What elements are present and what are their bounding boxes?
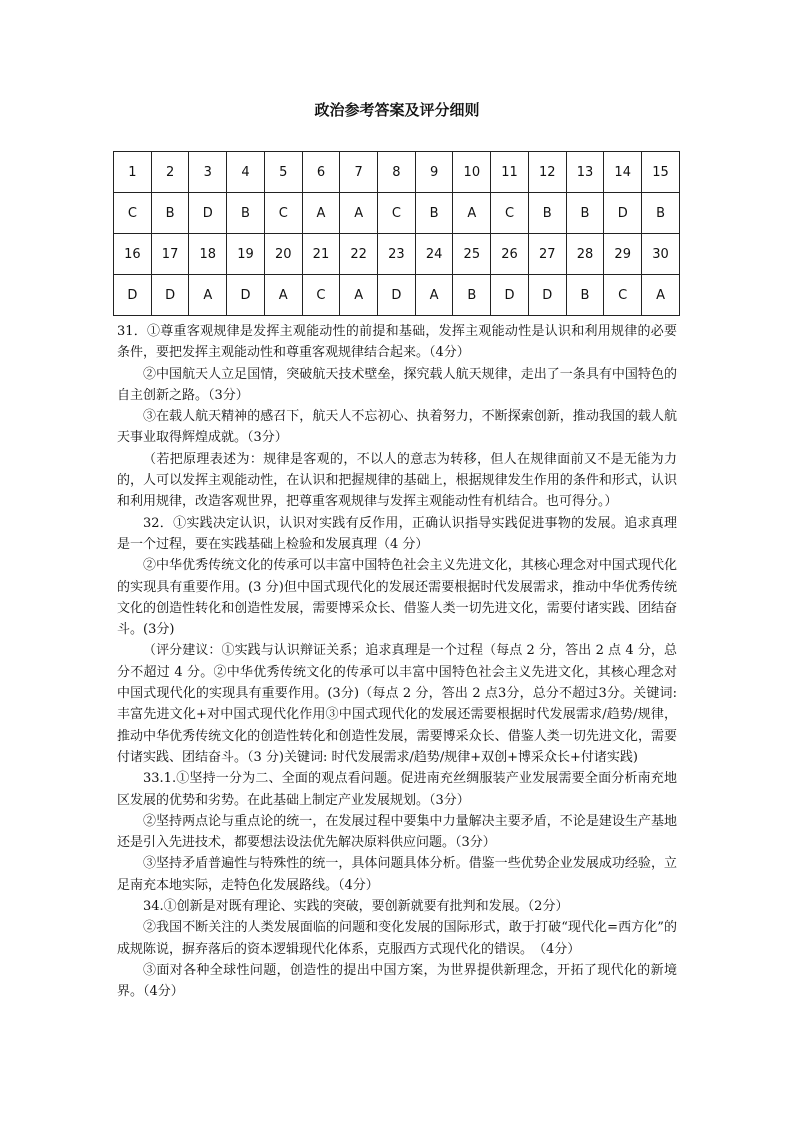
question-number-cell: 12 [528, 152, 566, 193]
answer-cell: B [566, 275, 604, 316]
answer-cell: D [491, 275, 529, 316]
question-number-cell: 29 [604, 234, 642, 275]
question-number-cell: 2 [151, 152, 189, 193]
question-number-cell: 26 [491, 234, 529, 275]
question-number-cell: 1 [114, 152, 152, 193]
answer-cell: D [378, 275, 416, 316]
answer-cell: C [491, 193, 529, 234]
question-number-cell: 7 [340, 152, 378, 193]
question-number-cell: 24 [415, 234, 453, 275]
question-number-cell: 18 [189, 234, 227, 275]
question-number-cell: 4 [227, 152, 265, 193]
answer-cell: B [227, 193, 265, 234]
answer-paragraph: ②中华优秀传统文化的传承可以丰富中国特色社会主义先进文化，其核心理念对中国式现代化的实现具有重要作用。(3 分)但中国式现代化的发展还需要根据时代发展需求，推动中华优秀传统文化的创造性转化和创造性发展，需要博采众长、借鉴人类一切先进文化，需要付诸实践、团结奋斗。(3分) [117, 558, 677, 638]
answer-paragraph: 32．①实践决定认识，认识对实践有反作用，正确认识指导实践促进事物的发展。追求真理是一个过程，要在实践基础上检验和发展真理（4 分） [117, 515, 677, 552]
answer-paragraph: （评分建议：①实践与认识辩证关系；追求真理是一个过程（每点 2 分，答出 2 点 4 分，总分不超过 4 分。②中华优秀传统文化的传承可以丰富中国特色社会主义先进文化，其核心理念对中国式现代化的实现具有重要作用。(3分)（每点 2 分，答出 2 点3分，总分不超过3分。关键词: 丰富先进文化+对中国式现代化作用③中国式现代化的发展还需要根据时代发展需求/趋势/规律，推动中华优秀传统文化的创造性转化和创造性发展，需要博采众长、借鉴人类一切先进文化，需要付诸实践、团结奋斗。（3 分)关键词: 时代发展需求/趋势/规律+双创+博采众长+付诸实践) [117, 643, 677, 765]
answer-cell: A [340, 193, 378, 234]
answer-cell: B [528, 193, 566, 234]
question-number-cell: 11 [491, 152, 529, 193]
question-number-cell: 28 [566, 234, 604, 275]
answer-cell: A [453, 193, 491, 234]
question-number-cell: 20 [264, 234, 302, 275]
question-number-cell: 6 [302, 152, 340, 193]
answer-cell: A [415, 275, 453, 316]
answer-cell: B [415, 193, 453, 234]
answer-paragraph: ③面对各种全球性问题，创造性的提出中国方案，为世界提供新理念，开拓了现代化的新境界。（4分） [117, 962, 677, 1000]
answer-cell: A [264, 275, 302, 316]
answer-cell: C [378, 193, 416, 234]
question-number-cell: 21 [302, 234, 340, 275]
answer-cell: D [227, 275, 265, 316]
question-number-cell: 30 [642, 234, 680, 275]
answer-paragraph: ②中国航天人立足国情，突破航天技术壁垒，探究载人航天规律，走出了一条具有中国特色的自主创新之路。（3分） [117, 366, 677, 403]
answer-paragraph: （若把原理表述为：规律是客观的，不以人的意志为转移，但人在规律面前又不是无能为力的，人可以发挥主观能动性，在认识和把握规律的基础上，根据规律发生作用的条件和形式，认识和利用规律，改造客观世界，把尊重客观规律与发挥主观能动性有机结合。也可得分。） [117, 451, 677, 510]
question-number-cell: 17 [151, 234, 189, 275]
question-number-cell: 19 [227, 234, 265, 275]
answer-cell: B [453, 275, 491, 316]
question-number-cell: 23 [378, 234, 416, 275]
question-number-cell: 13 [566, 152, 604, 193]
question-number-row [114, 152, 680, 193]
answer-paragraph: 34.①创新是对既有理论、实践的突破，要创新就要有批判和发展。（2分） [143, 899, 569, 915]
question-number-cell: 8 [378, 152, 416, 193]
question-number-cell: 22 [340, 234, 378, 275]
answer-cell: A [302, 193, 340, 234]
question-number-cell: 16 [114, 234, 152, 275]
answer-cell: C [264, 193, 302, 234]
question-number-cell: 27 [528, 234, 566, 275]
question-number-cell: 10 [453, 152, 491, 193]
answer-paragraph: ③坚持矛盾普遍性与特殊性的统一，具体问题具体分析。借鉴一些优势企业发展成功经验，立足南充本地实际，走特色化发展路线。（4分） [117, 856, 677, 893]
answer-cell: C [302, 275, 340, 316]
answer-cell: A [189, 275, 227, 316]
answer-paragraph: 31．①尊重客观规律是发挥主观能动性的前提和基础，发挥主观能动性是认识和利用规律的必要条件，要把发挥主观能动性和尊重客观规律结合起来。（4分） [117, 324, 677, 361]
question-number-cell: 3 [189, 152, 227, 193]
answer-cell: D [151, 275, 189, 316]
answer-cell: A [642, 275, 680, 316]
answer-cell: B [151, 193, 189, 234]
question-number-cell: 25 [453, 234, 491, 275]
answer-cell: D [528, 275, 566, 316]
page-title: 政治参考答案及评分细则 [314, 101, 480, 119]
question-number-cell: 14 [604, 152, 642, 193]
question-number-cell: 9 [415, 152, 453, 193]
answer-cell: D [114, 275, 152, 316]
answer-cell: D [189, 193, 227, 234]
answer-paragraph: 33.1.①坚持一分为二、全面的观点看问题。促进南充丝绸服装产业发展需要全面分析南充地区发展的优势和劣势。在此基础上制定产业发展规划。（3分） [117, 771, 677, 808]
answer-cell: D [604, 193, 642, 234]
answer-explanations [117, 321, 677, 1003]
answer-cell: A [340, 275, 378, 316]
answer-table [113, 151, 680, 316]
answer-key-row [114, 275, 680, 316]
answer-cell: B [642, 193, 680, 234]
answer-key-row [114, 193, 680, 234]
answer-cell: C [604, 275, 642, 316]
question-number-row [114, 234, 680, 275]
answer-paragraph: ②我国不断关注的人类发展面临的问题和变化发展的国际形式，敢于打破“现代化=西方化”的成规陈说，摒弃落后的资本逻辑现代化体系，克服西方式现代化的错误。 （4分） [117, 920, 677, 957]
answer-cell: B [566, 193, 604, 234]
question-number-cell: 15 [642, 152, 680, 193]
answer-paragraph: ②坚持两点论与重点论的统一，在发展过程中要集中力量解决主要矛盾，不论是建设生产基地还是引入先进技术，都要想法设法优先解决原料供应问题。（3分） [117, 813, 677, 851]
question-number-cell: 5 [264, 152, 302, 193]
answer-paragraph: ③在载人航天精神的感召下，航天人不忘初心、执着努力，不断探索创新，推动我国的载人航天事业取得辉煌成就。（3分） [117, 409, 677, 446]
answer-cell: C [114, 193, 152, 234]
